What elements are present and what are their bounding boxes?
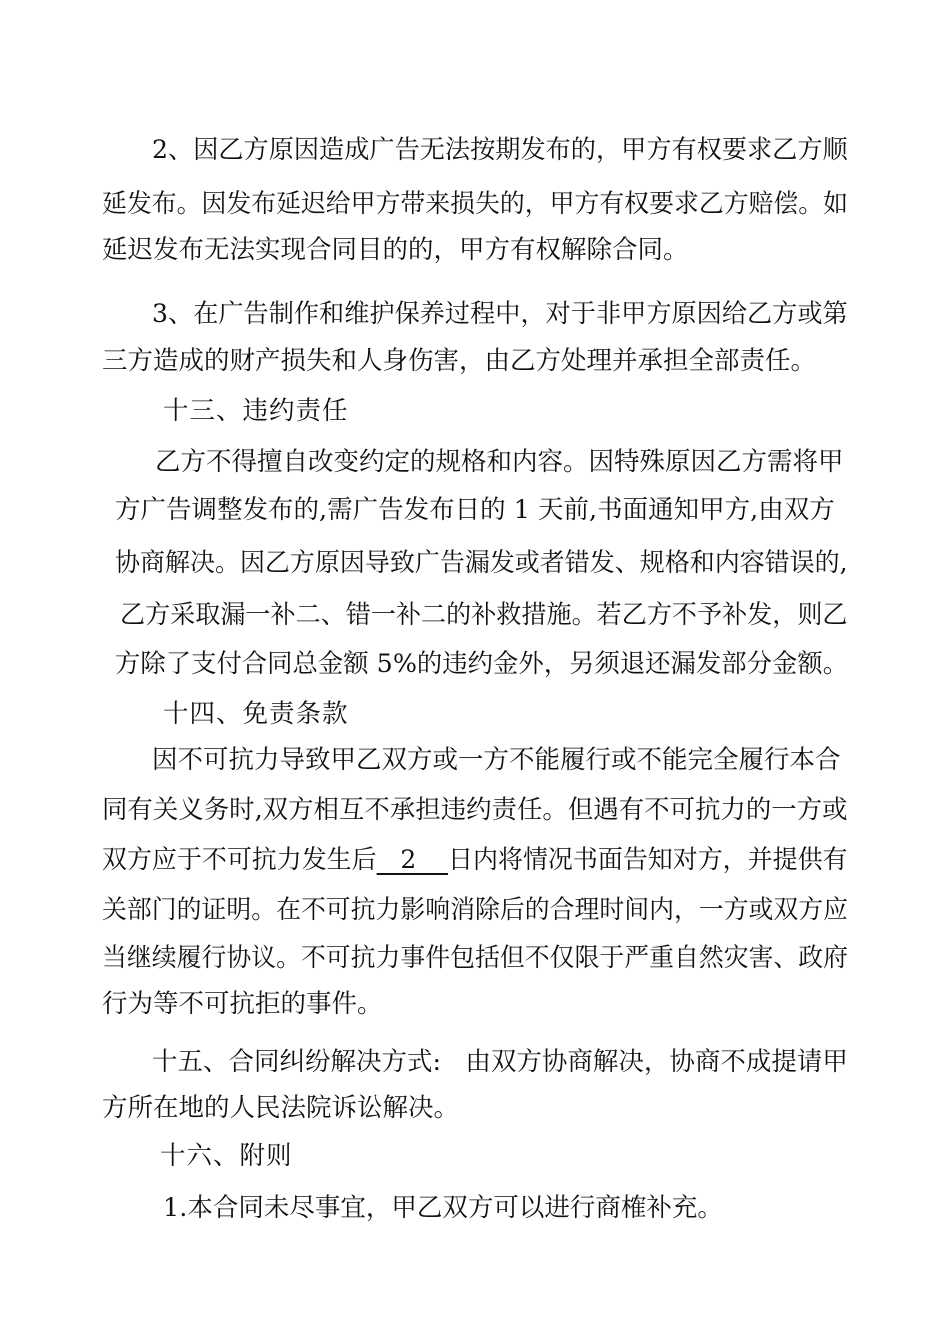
clause-3-line-2: 三方造成的财产损失和人身伤害，由乙方处理并承担全部责任。	[102, 346, 817, 376]
section-13-line-4: 乙方采取漏一补二、错一补二的补救措施。若乙方不予补发，则乙	[120, 600, 848, 630]
section-14-line-3-pre: 双方应于不可抗力发生后	[102, 845, 377, 875]
section-14-line-3-post: 日内将情况书面告知对方，并提供有	[448, 845, 848, 875]
section-14-heading: 十四、免责条款	[163, 699, 349, 729]
section-15-line-2: 方所在地的人民法院诉讼解决。	[102, 1093, 460, 1123]
section-15-line-1: 十五、合同纠纷解决方式: 由双方协商解决，协商不成提请甲	[152, 1047, 848, 1077]
section-14-line-4: 关部门的证明。在不可抗力影响消除后的合理时间内，一方或双方应	[102, 895, 849, 925]
section-13-line-2: 方广告调整发布的,需广告发布日的 1 天前,书面通知甲方,由双方	[115, 495, 835, 525]
clause-2-line-3: 延迟发布无法实现合同目的的，甲方有权解除合同。	[102, 235, 689, 265]
section-13-heading: 十三、违约责任	[163, 396, 349, 426]
section-14-line-2: 同有关义务时,双方相互不承担违约责任。但遇有不可抗力的一方或	[102, 795, 848, 825]
section-14-line-1: 因不可抗力导致甲乙双方或一方不能履行或不能完全履行本合	[152, 745, 841, 775]
section-13-line-5: 方除了支付合同总金额 5%的违约金外，另须退还漏发部分金额。	[115, 649, 849, 679]
section-14-line-3	[102, 842, 848, 878]
section-16-heading: 十六、附则	[160, 1141, 293, 1171]
section-16-line-1: 1.本合同未尽事宜，甲乙双方可以进行商榷补充。	[163, 1193, 723, 1223]
section-13-line-3: 协商解决。因乙方原因导致广告漏发或者错发、规格和内容错误的,	[115, 548, 848, 578]
section-14-line-5: 当继续履行协议。不可抗力事件包括但不仅限于严重自然灾害、政府	[102, 943, 849, 973]
clause-2-line-1: 2、因乙方原因造成广告无法按期发布的，甲方有权要求乙方顺	[152, 135, 848, 165]
notice-days-blank: 2	[376, 845, 449, 875]
section-14-line-6: 行为等不可抗拒的事件。	[102, 989, 383, 1019]
section-13-line-1: 乙方不得擅自改变约定的规格和内容。因特殊原因乙方需将甲	[155, 447, 844, 477]
clause-3-line-1: 3、在广告制作和维护保养过程中，对于非甲方原因给乙方或第	[152, 299, 848, 329]
clause-2-line-2: 延发布。因发布延迟给甲方带来损失的，甲方有权要求乙方赔偿。如	[102, 189, 849, 219]
